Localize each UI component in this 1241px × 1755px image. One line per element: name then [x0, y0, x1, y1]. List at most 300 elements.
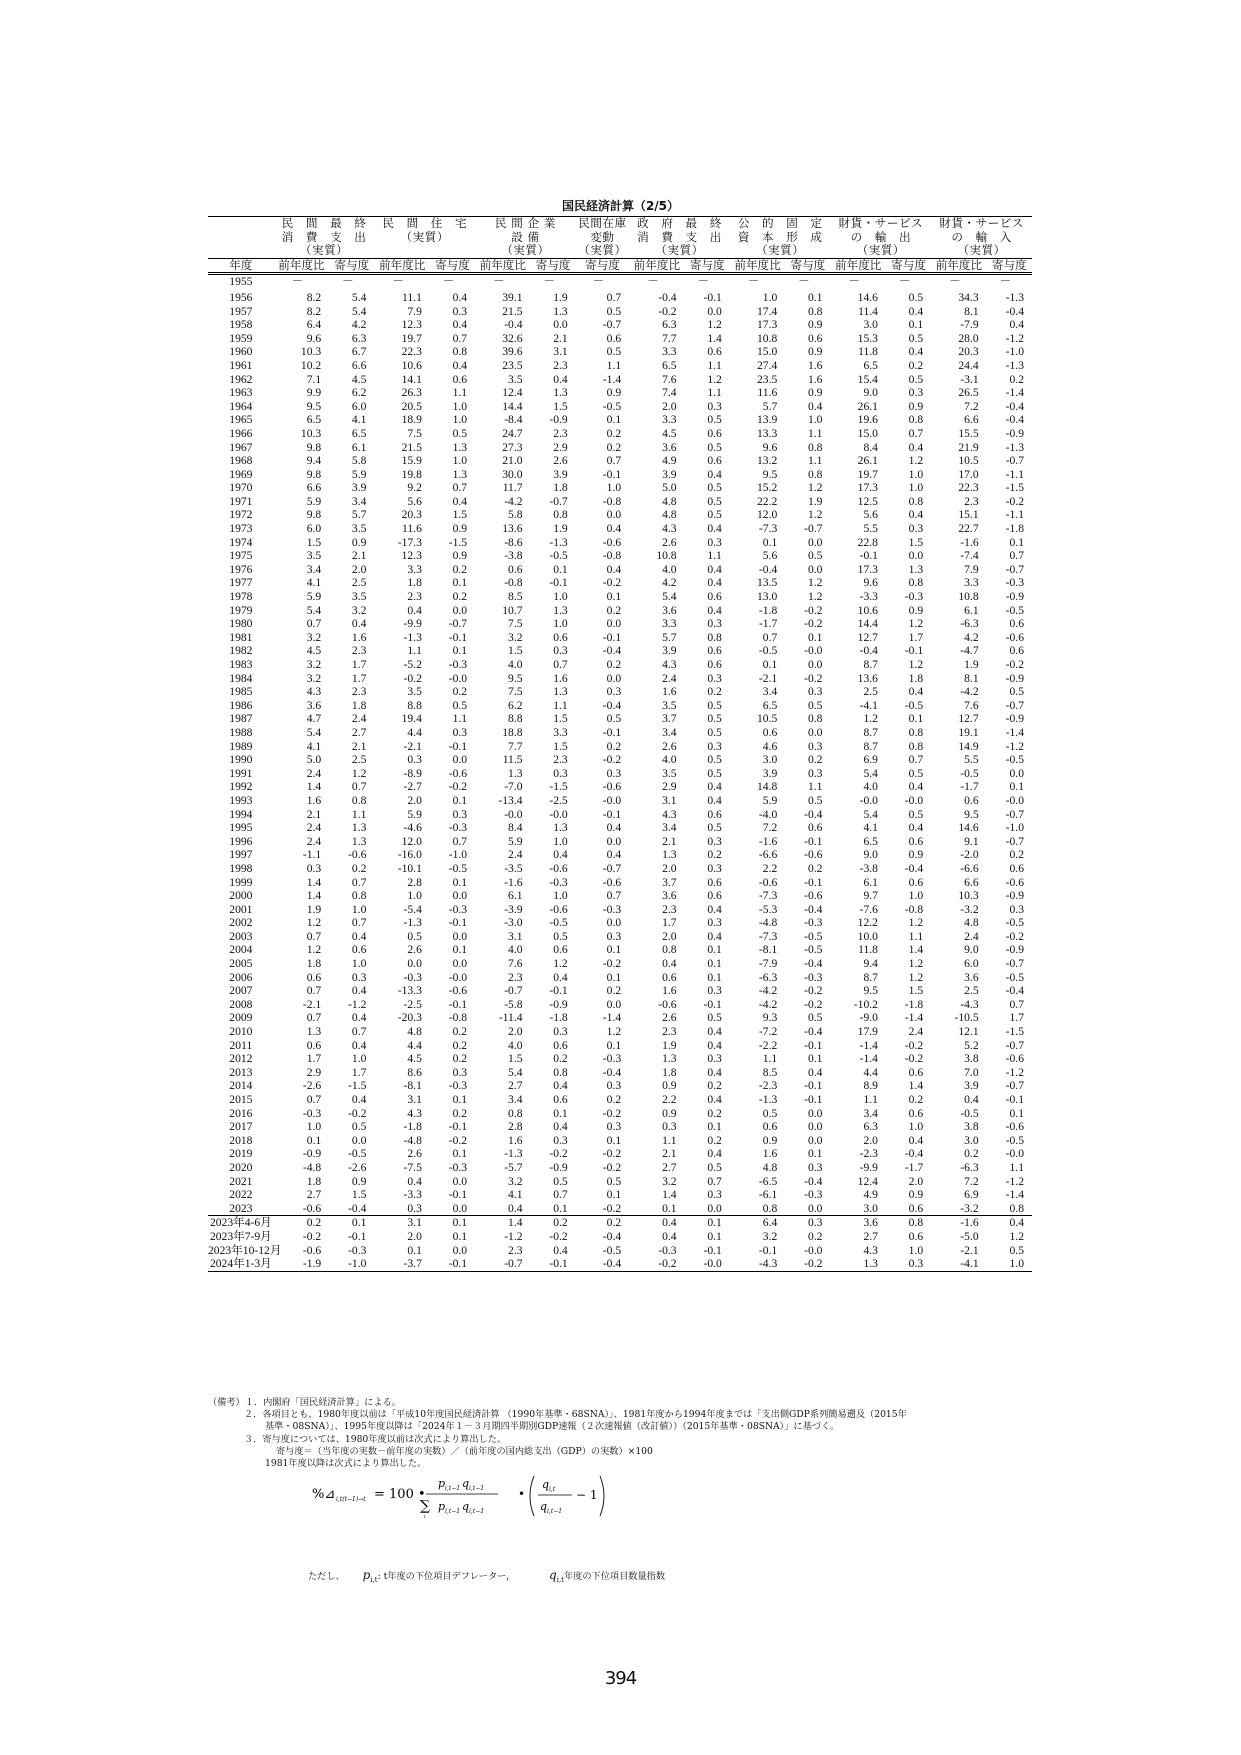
- table-cell: -0.6: [348, 848, 367, 862]
- table-cell: -0.4: [602, 698, 622, 712]
- table-cell: 4.5: [407, 1052, 422, 1066]
- table-cell: -6.3: [960, 617, 979, 631]
- table-cell: 4.0: [662, 562, 677, 576]
- table-cell: 1.2: [606, 1025, 622, 1039]
- table-cell: -6.3: [960, 1160, 979, 1174]
- table-cell: －: [647, 275, 659, 289]
- table-row: [208, 848, 1032, 862]
- table-cell: 0.6: [1009, 617, 1024, 631]
- column-header-line: 民 間 住 宅: [382, 216, 468, 230]
- table-row: [208, 767, 1032, 781]
- table-cell: 3.4: [351, 494, 367, 508]
- table-cell: 0.2: [452, 562, 468, 576]
- table-row: [208, 508, 1032, 522]
- table-cell: -1.2: [1005, 331, 1024, 345]
- table-cell: 1.6: [351, 630, 367, 644]
- table-cell: 1.3: [553, 304, 568, 318]
- table-cell: -0.0: [602, 793, 622, 807]
- table-cell: 0.3: [306, 861, 322, 875]
- table-cell: -20.3: [397, 1011, 422, 1025]
- column-header-3: [576, 217, 629, 259]
- table-cell: -1.2: [348, 997, 367, 1011]
- table-cell: 1.1: [606, 358, 622, 372]
- table-cell: -1.5: [1005, 481, 1024, 495]
- table-cell: 0.6: [707, 875, 722, 889]
- table-cell: 2.2: [662, 1093, 677, 1106]
- table-cell: -0.2: [804, 671, 823, 685]
- table-cell: -0.6: [602, 780, 622, 794]
- table-cell: 0.7: [908, 426, 924, 440]
- table-cell: -0.2: [804, 984, 823, 998]
- table-cell: 3.9: [553, 467, 568, 481]
- table-cell: -0.9: [1005, 671, 1024, 685]
- table-cell: 0.6: [707, 807, 722, 821]
- table-cell: 0.4: [606, 848, 622, 862]
- table-cell: 5.9: [508, 834, 523, 848]
- table-cell: -0.9: [549, 1160, 568, 1174]
- table-cell: 6.2: [351, 386, 367, 400]
- table-cell: 0.4: [606, 562, 622, 576]
- table-row: [208, 549, 1032, 563]
- table-cell: 3.5: [351, 590, 367, 604]
- table-cell: -0.4: [758, 562, 778, 576]
- table-cell: 2.3: [351, 644, 367, 658]
- table-cell: -0.5: [904, 698, 924, 712]
- table-cell: 0.2: [452, 1052, 468, 1066]
- page-number: 394: [604, 1668, 637, 1689]
- table-cell: 19.1: [958, 725, 979, 739]
- table-cell: 14.1: [401, 372, 422, 386]
- table-cell: 28.0: [958, 331, 979, 345]
- column-header-line: の 輸 入: [951, 229, 1012, 244]
- table-cell: 6.9: [863, 753, 878, 767]
- table-cell: 6.6: [306, 481, 322, 495]
- table-cell: 15.9: [401, 454, 422, 468]
- table-cell: 6.6: [964, 413, 979, 427]
- column-header-2: [475, 217, 576, 259]
- table-cell: -0.1: [602, 467, 622, 481]
- table-cell: 8.4: [863, 440, 878, 454]
- table-cell: 0.5: [553, 929, 568, 943]
- table-cell: 0.1: [707, 1120, 722, 1134]
- table-cell: 0.6: [707, 590, 722, 604]
- table-cell: 0.9: [807, 386, 823, 400]
- table-cell: 0.4: [1009, 318, 1024, 332]
- table-cell: -0.7: [602, 318, 622, 332]
- table-cell: 0.0: [606, 671, 622, 685]
- table-row: [208, 712, 1032, 726]
- table-cell: －: [592, 275, 605, 289]
- table-cell: 1.0: [452, 413, 468, 427]
- table-row: [208, 373, 1032, 387]
- table-cell: 0.6: [1009, 861, 1024, 875]
- table-cell: 0.4: [807, 399, 823, 413]
- table-cell: 1.1: [662, 1133, 677, 1147]
- note-1: （備考）１．内閣府「国民経済計算」による。: [208, 1397, 401, 1408]
- row-label: 1977: [229, 576, 253, 590]
- table-cell: 2.1: [351, 549, 367, 563]
- table-cell: 3.6: [662, 440, 677, 454]
- table-cell: 0.3: [553, 644, 568, 658]
- row-label: 2013: [229, 1065, 253, 1079]
- table-cell: 1.4: [707, 331, 722, 345]
- table-cell: -10.5: [954, 1011, 979, 1025]
- table-cell: 0.4: [807, 1065, 823, 1079]
- table-cell: -0.2: [549, 1147, 568, 1161]
- table-cell: 5.7: [762, 399, 778, 413]
- column-header-line: 消 費 支 出: [281, 229, 367, 244]
- table-cell: 1.6: [762, 1147, 778, 1161]
- table-cell: 14.4: [502, 399, 523, 413]
- row-label: 1974: [229, 535, 253, 549]
- table-cell: 3.0: [863, 318, 878, 332]
- table-cell: －: [493, 275, 505, 289]
- table-cell: 0.6: [707, 658, 722, 671]
- table-cell: 1.0: [351, 1052, 367, 1066]
- table-cell: 15.0: [756, 345, 778, 359]
- table-cell: -0.5: [448, 861, 468, 875]
- table-cell: 26.5: [958, 386, 979, 400]
- table-cell: 20.3: [401, 508, 422, 522]
- table-cell: 0.9: [662, 1079, 677, 1093]
- table-cell: 5.5: [964, 753, 979, 767]
- table-cell: 0.8: [807, 440, 823, 454]
- row-label: 2004: [229, 943, 253, 957]
- table-cell: -0.6: [804, 889, 823, 903]
- column-header-line: 消 費 支 出: [637, 229, 722, 244]
- table-cell: 1.3: [452, 440, 468, 454]
- table-cell: 5.0: [662, 481, 677, 495]
- svg-text:i,t−1: i,t−1: [469, 1485, 485, 1492]
- table-cell: -2.5: [549, 793, 568, 807]
- table-row: [208, 957, 1032, 971]
- row-label: 2023年10-12月: [208, 1243, 282, 1257]
- table-cell: 0.1: [531, 1202, 576, 1216]
- table-cell: 0.1: [606, 590, 622, 604]
- table-cell: 26.3: [401, 386, 422, 400]
- row-label: 1981: [229, 630, 253, 644]
- table-cell: 5.6: [762, 549, 778, 563]
- row-label: 1960: [229, 345, 253, 359]
- table-cell: 13.9: [756, 413, 778, 427]
- table-cell: 9.1: [964, 834, 979, 848]
- table-cell: 0.1: [1009, 1106, 1024, 1120]
- table-cell: -0.9: [1005, 426, 1024, 440]
- table-row: [208, 1120, 1032, 1134]
- column-header-line: 設 備: [511, 229, 540, 244]
- svg-text:i,t(t−1)→t: i,t(t−1)→t: [336, 1496, 366, 1503]
- table-cell: -8.1: [758, 943, 778, 957]
- table-cell: -1.3: [1005, 290, 1024, 304]
- table-row: [208, 916, 1032, 930]
- table-cell: 0.2: [606, 440, 622, 454]
- table-cell: 0.1: [606, 413, 622, 427]
- table-cell: 0.2: [306, 1216, 322, 1230]
- table-cell: 0.7: [452, 834, 468, 848]
- table-cell: -1.3: [504, 1147, 523, 1161]
- table-cell: 10.3: [300, 426, 322, 440]
- table-cell: 2.3: [351, 685, 367, 699]
- table-cell: 3.9: [351, 481, 367, 495]
- table-cell: 4.6: [762, 739, 778, 753]
- table-cell: 0.5: [807, 793, 823, 807]
- table-cell: 1.1: [351, 807, 367, 821]
- row-label: 1957: [229, 304, 253, 318]
- table-cell: 0.7: [452, 331, 468, 345]
- table-cell: 22.2: [756, 494, 778, 508]
- table-cell: -13.4: [498, 793, 523, 807]
- table-cell: 19.7: [401, 331, 422, 345]
- svg-text:i,t−1: i,t−1: [547, 1508, 563, 1515]
- table-cell: -2.3: [758, 1079, 778, 1093]
- table-cell: 0.9: [908, 603, 924, 617]
- table-row: [208, 658, 1032, 672]
- svg-text:i,t−1: i,t−1: [469, 1508, 485, 1515]
- table-cell: -6.6: [960, 861, 979, 875]
- table-cell: -3.2: [931, 1202, 986, 1216]
- table-cell: -1.2: [1005, 739, 1024, 753]
- table-cell: -0.6: [448, 984, 468, 998]
- table-cell: 3.1: [662, 793, 677, 807]
- table-cell: -0.8: [448, 1011, 468, 1025]
- table-cell: 0.6: [908, 1229, 924, 1243]
- table-cell: 0.0: [452, 1174, 468, 1188]
- table-row: [208, 876, 1032, 890]
- table-cell: -6.1: [758, 1188, 778, 1202]
- table-row: [208, 305, 1032, 319]
- table-cell: 13.3: [756, 426, 778, 440]
- table-cell: 0.6: [964, 793, 979, 807]
- table-cell: 0.1: [707, 957, 722, 971]
- table-cell: 3.5: [306, 549, 322, 563]
- table-cell: 0.0: [452, 957, 468, 971]
- table-cell: 0.3: [807, 685, 823, 699]
- footnote-p-desc: : t年度の下位項目デフレーター，: [377, 1571, 516, 1582]
- table-cell: 1.8: [662, 1065, 677, 1079]
- table-cell: 0.5: [707, 481, 722, 495]
- table-row: [208, 1147, 1032, 1161]
- table-cell: 4.8: [762, 1160, 778, 1174]
- table-cell: 0.4: [553, 372, 568, 386]
- table-cell: -0.0: [504, 807, 523, 821]
- table-cell: 9.0: [863, 386, 878, 400]
- table-cell: -2.7: [403, 780, 422, 794]
- table-cell: -0.0: [448, 671, 468, 685]
- table-cell: -0.1: [430, 1257, 475, 1271]
- table-cell: 0.4: [662, 1216, 677, 1230]
- table-cell: 1.9: [553, 522, 568, 536]
- table-cell: -0.5: [804, 943, 823, 957]
- table-cell: -0.5: [602, 399, 622, 413]
- footnote-q-symbol: q: [549, 1568, 557, 1582]
- table-cell: 1.5: [908, 535, 924, 549]
- table-cell: 0.4: [707, 1093, 722, 1106]
- table-row: [208, 1079, 1032, 1093]
- column-header-4: [629, 217, 730, 259]
- svg-text:q: q: [462, 1477, 470, 1490]
- table-cell: 12.0: [756, 508, 778, 522]
- note-3b: 寄与度＝（当年度の実数－前年度の実数）／（前年度の国内総支出（GDP）の実数）×100: [276, 1445, 653, 1457]
- table-cell: 0.0: [452, 889, 468, 903]
- row-label: 2019: [229, 1147, 253, 1161]
- table-cell: -1.4: [904, 1011, 924, 1025]
- table-cell: 0.3: [908, 522, 924, 536]
- row-label: 2002: [229, 916, 253, 930]
- table-cell: 17.3: [857, 481, 878, 495]
- row-label: 2023年4-6月: [209, 1216, 272, 1230]
- table-cell: 3.1: [407, 1093, 422, 1106]
- table-cell: 0.8: [553, 1065, 568, 1079]
- table-cell: 6.1: [863, 875, 878, 889]
- table-cell: 2.3: [662, 1025, 677, 1039]
- table-cell: 0.6: [707, 345, 722, 359]
- table-cell: 0.8: [807, 712, 823, 726]
- table-cell: -0.2: [602, 1147, 622, 1161]
- table-cell: 0.0: [807, 1106, 823, 1120]
- table-cell: -2.1: [302, 997, 322, 1011]
- table-cell: 7.5: [508, 685, 523, 699]
- table-cell: 1.6: [306, 793, 322, 807]
- table-cell: -3.7: [374, 1257, 429, 1271]
- table-cell: 0.6: [707, 644, 722, 658]
- table-cell: 0.2: [606, 1093, 622, 1106]
- table-cell: 0.3: [452, 1065, 468, 1079]
- table-cell: 4.0: [508, 1038, 523, 1052]
- table-cell: 0.1: [452, 1229, 468, 1243]
- table-cell: 0.3: [807, 739, 823, 753]
- table-cell: 0.3: [374, 1202, 429, 1216]
- table-cell: 0.1: [553, 562, 568, 576]
- table-cell: 15.3: [857, 331, 878, 345]
- table-cell: -0.2: [403, 671, 422, 685]
- table-cell: -0.0: [685, 1257, 730, 1271]
- table-cell: 0.4: [908, 1133, 924, 1147]
- table-cell: 0.1: [407, 1243, 422, 1257]
- table-cell: 6.1: [964, 603, 979, 617]
- row-label: 1958: [229, 318, 253, 332]
- table-cell: 6.0: [306, 522, 322, 536]
- table-cell: 0.3: [553, 1133, 568, 1147]
- table-cell: 9.7: [863, 889, 878, 903]
- table-cell: 0.8: [662, 943, 677, 957]
- table-cell: 1.3: [662, 1052, 677, 1066]
- table-row: [208, 563, 1032, 577]
- table-row: [208, 1107, 1032, 1121]
- table-cell: -0.2: [804, 603, 823, 617]
- table-cell: 4.5: [351, 372, 367, 386]
- table-cell: －: [342, 275, 354, 289]
- table-cell: 0.4: [707, 603, 722, 617]
- table-cell: -0.0: [448, 970, 468, 984]
- table-cell: 5.8: [508, 508, 523, 522]
- table-cell: 32.6: [502, 331, 523, 345]
- table-cell: -1.7: [758, 617, 778, 631]
- table-cell: 10.5: [958, 454, 979, 468]
- table-cell: 1.4: [662, 1188, 677, 1202]
- table-cell: 8.7: [863, 739, 878, 753]
- table-cell: 0.3: [707, 535, 722, 549]
- table-cell: 12.4: [857, 1174, 878, 1188]
- table-cell: -0.1: [448, 1188, 468, 1202]
- table-cell: 0.1: [807, 290, 823, 304]
- table-row: [208, 753, 1032, 767]
- table-cell: 0.6: [762, 1120, 778, 1134]
- table-cell: 8.9: [863, 1079, 878, 1093]
- table-cell: 0.1: [452, 1093, 468, 1106]
- table-cell: 1.2: [306, 943, 322, 957]
- table-cell: -0.1: [1005, 1093, 1024, 1106]
- table-cell: -17.3: [397, 535, 422, 549]
- table-cell: 0.0: [807, 535, 823, 549]
- table-cell: 5.9: [762, 793, 778, 807]
- table-cell: 0.3: [351, 970, 367, 984]
- table-cell: 3.6: [662, 889, 677, 903]
- table-cell: 1.0: [351, 957, 367, 971]
- table-cell: 0.0: [553, 318, 568, 332]
- table-cell: 15.5: [958, 426, 979, 440]
- table-cell: 1.6: [662, 984, 677, 998]
- row-label: 2022: [229, 1188, 253, 1202]
- row-label: 2016: [229, 1106, 253, 1120]
- table-cell: －: [798, 275, 810, 289]
- table-cell: -0.3: [448, 1160, 468, 1174]
- table-cell: 4.2: [964, 630, 979, 644]
- table-cell: 1.5: [553, 712, 568, 726]
- table-cell: -0.3: [549, 875, 568, 889]
- table-cell: -0.6: [758, 875, 778, 889]
- table-cell: 24.4: [958, 358, 979, 372]
- row-label: 1995: [229, 821, 253, 835]
- table-cell: -7.2: [758, 1025, 778, 1039]
- row-label: 2009: [229, 1011, 253, 1025]
- table-row: [208, 576, 1032, 590]
- table-cell: 0.1: [452, 1147, 468, 1161]
- table-cell: -0.6: [1005, 875, 1024, 889]
- table-cell: -0.9: [1005, 943, 1024, 957]
- table-cell: -3.9: [504, 902, 523, 916]
- table-cell: -1.3: [549, 535, 568, 549]
- table-cell: -0.1: [448, 739, 468, 753]
- table-cell: 1.4: [908, 1079, 924, 1093]
- table-cell: -2.1: [403, 739, 422, 753]
- table-cell: 2.0: [908, 1174, 924, 1188]
- table-cell: 15.4: [857, 372, 878, 386]
- table-cell: 0.3: [908, 386, 924, 400]
- table-cell: 1.1: [707, 358, 722, 372]
- table-cell: 19.6: [857, 413, 878, 427]
- table-cell: 0.1: [762, 535, 778, 549]
- table-cell: 6.5: [863, 358, 878, 372]
- column-header-line: 資 本 形 成: [737, 229, 823, 244]
- table-cell: 4.5: [306, 644, 322, 658]
- table-cell: 4.8: [662, 494, 677, 508]
- table-row: [208, 862, 1032, 876]
- table-cell: 1.6: [662, 685, 677, 699]
- table-cell: 0.4: [707, 1025, 722, 1039]
- table-cell: -2.5: [403, 997, 422, 1011]
- table-cell: 6.5: [863, 834, 878, 848]
- row-label: 1996: [229, 834, 253, 848]
- table-row: [208, 1011, 1032, 1025]
- table-cell: 12.1: [958, 1025, 979, 1039]
- table-cell: 2.3: [964, 494, 979, 508]
- table-cell: -0.7: [804, 522, 823, 536]
- table-cell: 0.2: [452, 685, 468, 699]
- table-cell: 0.0: [908, 549, 924, 563]
- table-cell: 0.7: [306, 617, 322, 631]
- table-cell: 2.3: [407, 590, 422, 604]
- table-cell: 1.6: [807, 372, 823, 386]
